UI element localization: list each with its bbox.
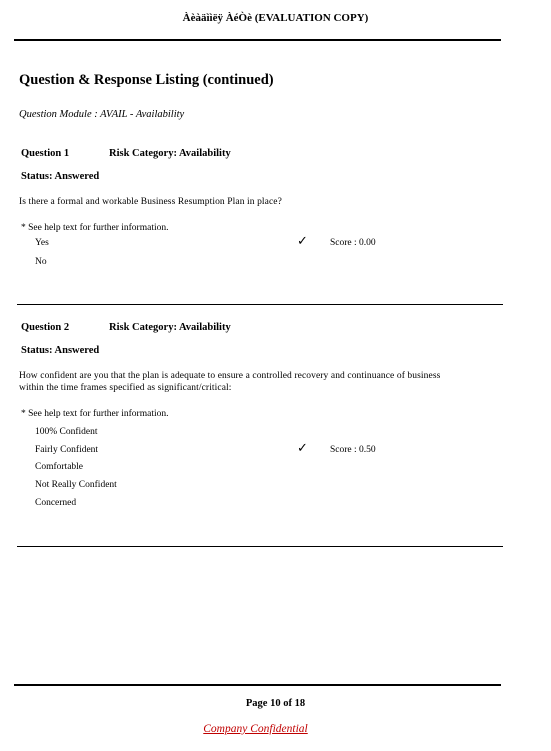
question-1-score: Score : 0.00: [330, 238, 376, 248]
question-1-number: Question 1: [21, 148, 70, 159]
header-rule: [14, 39, 501, 41]
question-2-option-fairly-confident: Fairly Confident: [35, 445, 99, 455]
page-title: Question & Response Listing (continued): [19, 72, 274, 88]
question-2-option-not-really-confident: Not Really Confident: [35, 480, 117, 490]
question-2-text: How confident are you that the plan is adequate to ensure a controlled recovery and continuance of business within the time frames specified as significant/critical:: [19, 371, 441, 393]
question-1-text: Is there a formal and workable Business Resumption Plan in place?: [19, 197, 282, 207]
section-divider: [17, 304, 503, 305]
footer-rule: [14, 684, 501, 686]
question-2-option-100-confident: 100% Confident: [35, 427, 98, 437]
document-header: Àèàäììëÿ ÀéÒè (EVALUATION COPY): [182, 12, 369, 24]
question-module: Question Module : AVAIL - Availability: [19, 109, 185, 120]
question-1-option-yes: Yes: [35, 238, 49, 248]
checkmark-icon: ✓: [297, 441, 308, 456]
section-divider: [17, 546, 503, 547]
question-1-help: * See help text for further information.: [21, 223, 169, 233]
question-1-status: Status: Answered: [21, 171, 100, 182]
question-1-option-no: No: [35, 257, 47, 267]
question-1-risk-category: Risk Category: Availability: [109, 148, 231, 159]
question-2-number: Question 2: [21, 322, 70, 333]
question-2-risk-category: Risk Category: Availability: [109, 322, 231, 333]
question-2-help: * See help text for further information.: [21, 409, 169, 419]
question-2-status: Status: Answered: [21, 345, 100, 356]
confidential-notice: Company Confidential: [203, 723, 308, 735]
checkmark-icon: ✓: [297, 234, 308, 249]
question-2-score: Score : 0.50: [330, 445, 376, 455]
question-2-option-concerned: Concerned: [35, 498, 77, 508]
page-number: Page 10 of 18: [245, 698, 306, 709]
question-2-option-comfortable: Comfortable: [35, 462, 84, 472]
